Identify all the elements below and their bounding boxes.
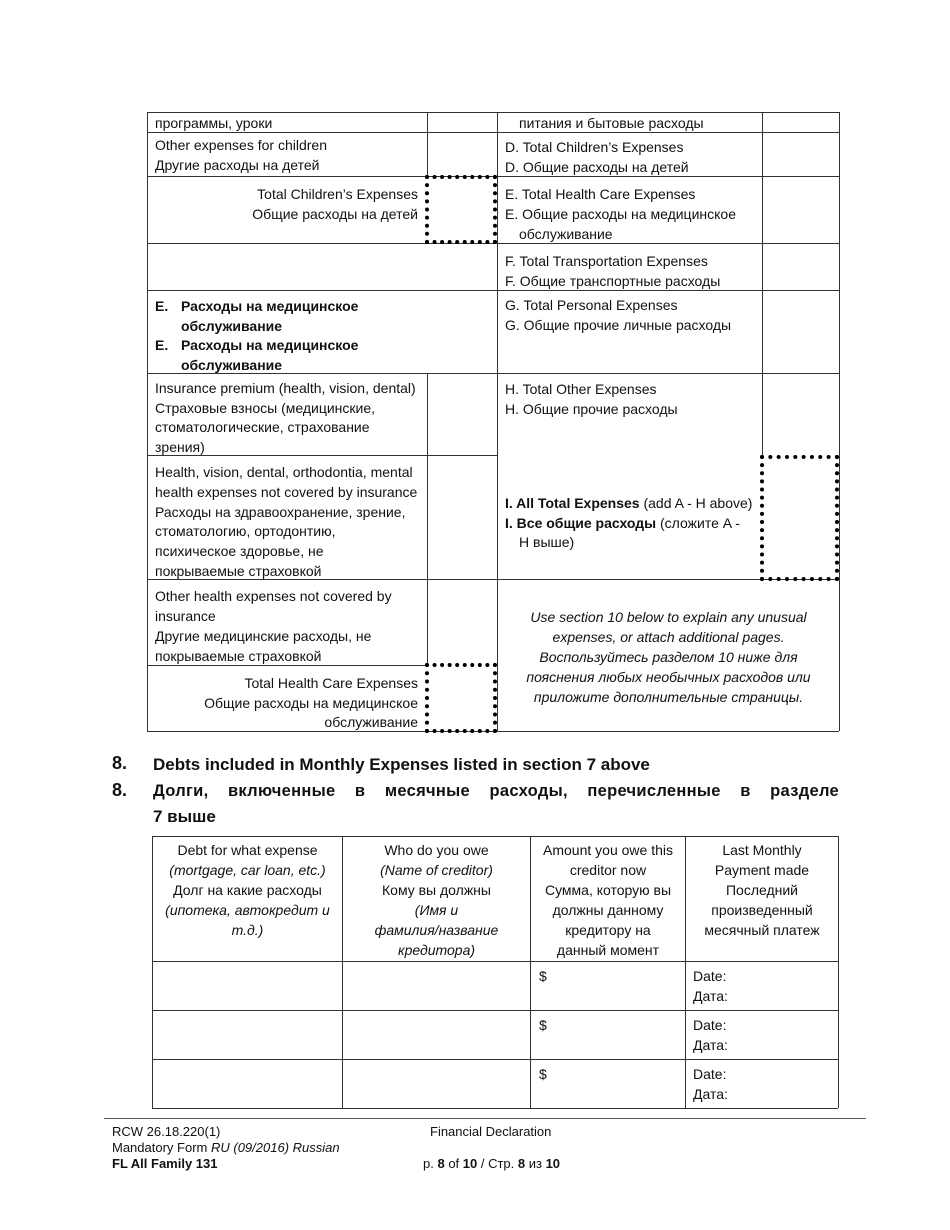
date-label-en[interactable]: Date: [693,968,727,984]
total-e-label-ru: E. Общие расходы на медицинское [505,206,736,222]
footer-rcw: RCW 26.18.220(1) [112,1124,221,1139]
creditor-cell[interactable] [343,1060,530,1108]
date-label-ru[interactable]: Дата: [693,988,728,1004]
section-title-en: Debts included in Monthly Expenses listed in section 7 above [153,755,650,774]
total-f-label-ru: F. Общие транспортные расходы [505,273,721,289]
row-label-food: питания и бытовые расходы [519,115,704,131]
col-divider [427,373,428,665]
total-d-label-en: D. Total Children’s Expenses [505,139,684,155]
total-e-label-ru-cont: обслуживание [519,226,613,242]
section-title-ru: Долги, включенные в месячные расходы, перечисленные в разделе [153,782,839,800]
row-label-other-children-en: Other expenses for children [155,137,327,153]
date-label-en[interactable]: Date: [693,1066,727,1082]
creditor-cell[interactable] [343,1011,530,1059]
total-e-label-en: E. Total Health Care Expenses [505,186,696,202]
column-header-creditor: Who do you owe (Name of creditor) Кому вы должны (Имя и фамилия/название кредитора) [374,842,499,958]
table-border-bottom [152,1108,838,1109]
amount-cell[interactable]: $ [539,1017,547,1033]
date-label-ru[interactable]: Дата: [693,1086,728,1102]
date-label-en[interactable]: Date: [693,1017,727,1033]
table-border-right [838,836,839,1108]
column-header-debt: Debt for what expense (mortgage, car loan, etc.) Долг на какие расходы (ипотека, автокредит и т.д.) [165,842,330,938]
section-number: 8. [112,753,128,773]
section-number: 8. [112,780,128,800]
total-i-label-en: I. All Total Expenses (add A - H above) [505,495,753,511]
creditor-cell[interactable] [343,962,530,1010]
total-g-label-ru: G. Общие прочие личные расходы [505,317,732,333]
total-i-label-ru: I. Все общие расходы (сложите A - [505,515,740,531]
debt-expense-cell[interactable] [153,1011,342,1059]
total-g-label-en: G. Total Personal Expenses [505,297,678,313]
total-h-label-en: H. Total Other Expenses [505,381,657,397]
column-header-last-payment: Last Monthly Payment made Последний произведенный месячный платеж [704,842,820,938]
total-h-label-ru: H. Общие прочие расходы [505,401,678,417]
table-border-left [147,112,148,731]
total-f-label-en: F. Total Transportation Expenses [505,253,708,269]
footer-rule [104,1118,866,1119]
row-divider [147,290,839,291]
table-border-top [152,836,838,837]
debt-expense-cell[interactable] [153,962,342,1010]
col-divider [427,112,428,176]
all-total-expenses-amount-box[interactable] [760,455,839,581]
amount-cell[interactable]: $ [539,1066,547,1082]
total-children-label-ru: Общие расходы на детей [252,206,418,222]
table-border-right [839,112,840,731]
total-health-amount-box[interactable] [425,663,497,733]
total-children-amount-box[interactable] [425,175,497,244]
col-divider [762,112,763,455]
footer-page-number: p. 8 of 10 / Стр. 8 из 10 [423,1156,561,1171]
footer-mandatory-form: Mandatory Form RU (09/2016) Russian [112,1140,340,1155]
row-label-programs: программы, уроки [155,115,273,131]
total-i-label-ru-cont: H выше) [519,534,575,550]
debt-expense-cell[interactable] [153,1060,342,1108]
total-children-label-en: Total Children’s Expenses [257,186,418,202]
amount-cell[interactable]: $ [539,968,547,984]
footer-title: Financial Declaration [430,1124,552,1139]
total-d-label-ru: D. Общие расходы на детей [505,159,689,175]
footer-form-id: FL All Family 131 [112,1156,218,1171]
section-10-note: Use section 10 below to explain any unusual expenses, or attach additional pages. Воспользуйтесь разделом 10 ниже для пояснения любых необычных расходов или приложите дополнительные страницы. [526,609,811,705]
column-header-amount: Amount you owe this creditor now Сумма, которую вы должны данному кредитору на данный момент [543,842,673,958]
section-title-ru-cont: 7 выше [153,807,216,826]
date-label-ru[interactable]: Дата: [693,1037,728,1053]
row-label-other-children-ru: Другие расходы на детей [155,157,320,173]
